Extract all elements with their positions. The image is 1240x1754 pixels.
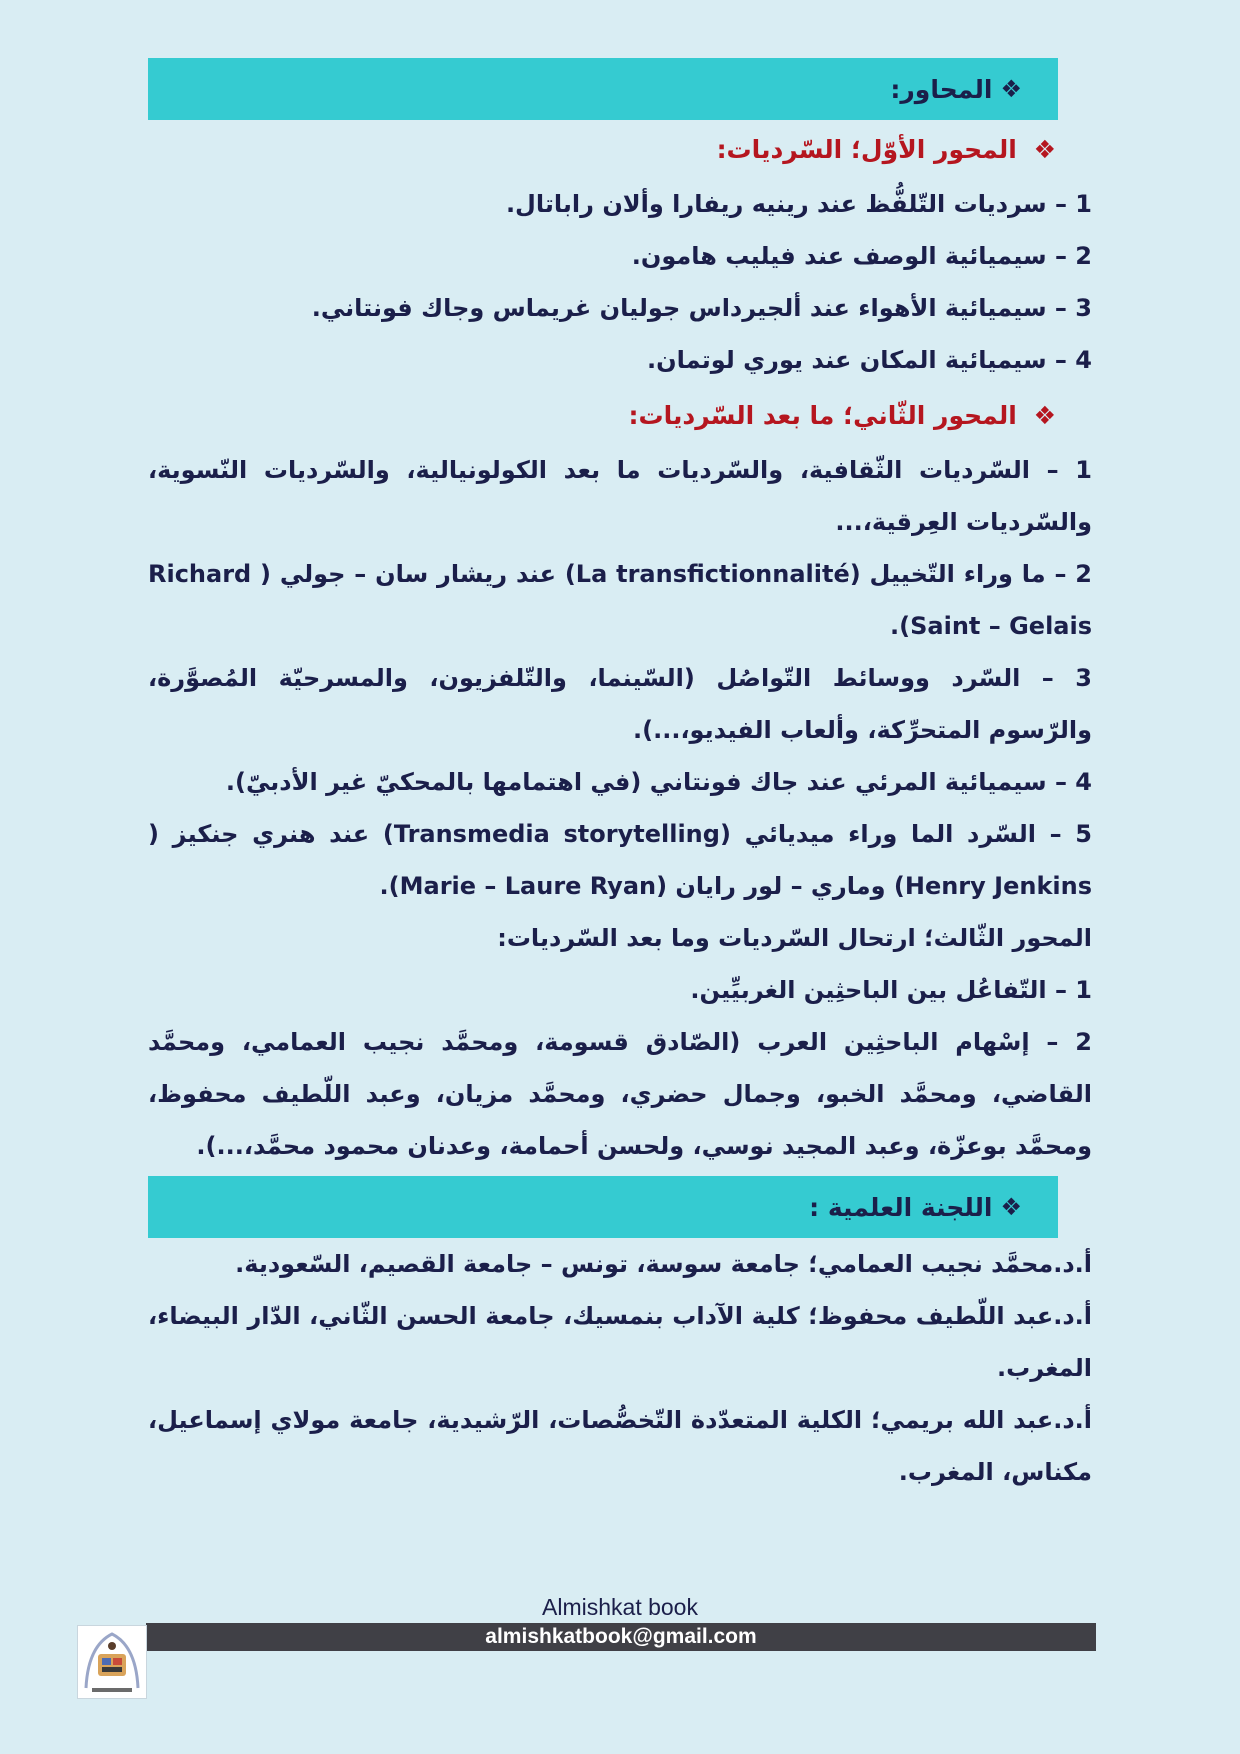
committee-banner xyxy=(148,1176,1058,1238)
axis1-item: 3 – سيميائية الأهواء عند ألجيرداس جوليان غريماس وجاك فونتاني. xyxy=(311,294,1092,322)
axis2-title: المحور الثّاني؛ ما بعد السّرديات: xyxy=(628,401,1017,430)
email-bar xyxy=(146,1623,1096,1651)
axis1-title: المحور الأوّل؛ السّرديات: xyxy=(716,135,1017,164)
axis3-item: 2 – إسْهام الباحثِين العرب (الصّادق قسومة، ومحمَّد نجيب العمامي، ومحمَّد القاضي، ومحمَّد الخبو، وجمال حضري، ومحمَّد مزيان، وعبد اللّطيف محفوظ، ومحمَّد بوعزّة، وعبد المجيد نوسي، ولحسن أحمامة، وعدنان محمود محمَّد،...). xyxy=(148,1028,1092,1160)
axes-banner xyxy=(148,58,1058,120)
axis2-heading xyxy=(148,396,1092,436)
axis3-item: 1 – التّفاعُل بين الباحثِين الغربيِّين. xyxy=(690,976,1092,1004)
four-diamond-bullet-icon: ❖ xyxy=(1000,75,1022,103)
committee-member: أ.د.عبد الله بريمي؛ الكلية المتعدّدة التّخصُّصات، الرّشيدية، جامعة مولاي إسماعيل، مكناس، المغرب. xyxy=(148,1406,1092,1486)
four-diamond-bullet-icon: ❖ xyxy=(1033,135,1056,164)
axis1-heading xyxy=(148,130,1092,170)
committee-member: أ.د.محمَّد نجيب العمامي؛ جامعة سوسة، تونس – جامعة القصيم، السّعودية. xyxy=(235,1250,1092,1278)
axis2-item: 2 – ما وراء التّخييل (La transfictionnalité) عند ريشار سان – جولي ( Richard Saint – Gelais). xyxy=(148,560,1092,640)
committee-member: أ.د.عبد اللّطيف محفوظ؛ كلية الآداب بنمسيك، جامعة الحسن الثّاني، الدّار البيضاء، المغرب. xyxy=(148,1302,1092,1382)
four-diamond-bullet-icon: ❖ xyxy=(1033,401,1056,430)
publisher-name: Almishkat book xyxy=(542,1594,698,1620)
axis2-item: 3 – السّرد ووسائط التّواصُل (السّينما، والتّلفزيون، والمسرحيّة المُصوَّرة، والرّسوم المتحرِّكة، وألعاب الفيديو،...). xyxy=(148,664,1092,744)
axis3-title: المحور الثّالث؛ ارتحال السّرديات وما بعد السّرديات: xyxy=(497,924,1092,952)
axis2-item: 1 – السّرديات الثّقافية، والسّرديات ما بعد الكولونيالية، والسّرديات النّسوية، والسّرديات العِرقية،... xyxy=(148,456,1092,536)
axes-title: المحاور: xyxy=(890,74,993,104)
publisher-email: almishkatbook@gmail.com xyxy=(485,1625,757,1648)
axis1-item: 1 – سرديات التّلفُّظ عند رينيه ريفارا وألان راباتال. xyxy=(505,190,1092,218)
four-diamond-bullet-icon: ❖ xyxy=(1000,1193,1022,1221)
axis1-item: 4 – سيميائية المكان عند يوري لوتمان. xyxy=(647,346,1092,374)
axis2-item: 4 – سيميائية المرئي عند جاك فونتاني (في اهتمامها بالمحكيّ غير الأدبيّ). xyxy=(225,768,1092,796)
publisher-logo-icon xyxy=(77,1625,147,1699)
axis1-item: 2 – سيميائية الوصف عند فيليب هامون. xyxy=(631,242,1092,270)
content-column xyxy=(148,58,1092,1498)
axis2-item: 5 – السّرد الما وراء ميديائي (Transmedia storytelling) عند هنري جنكيز ( Henry Jenkins) وماري – لور رايان (Marie – Laure Ryan). xyxy=(148,820,1092,900)
committee-title: اللجنة العلمية : xyxy=(809,1192,993,1222)
